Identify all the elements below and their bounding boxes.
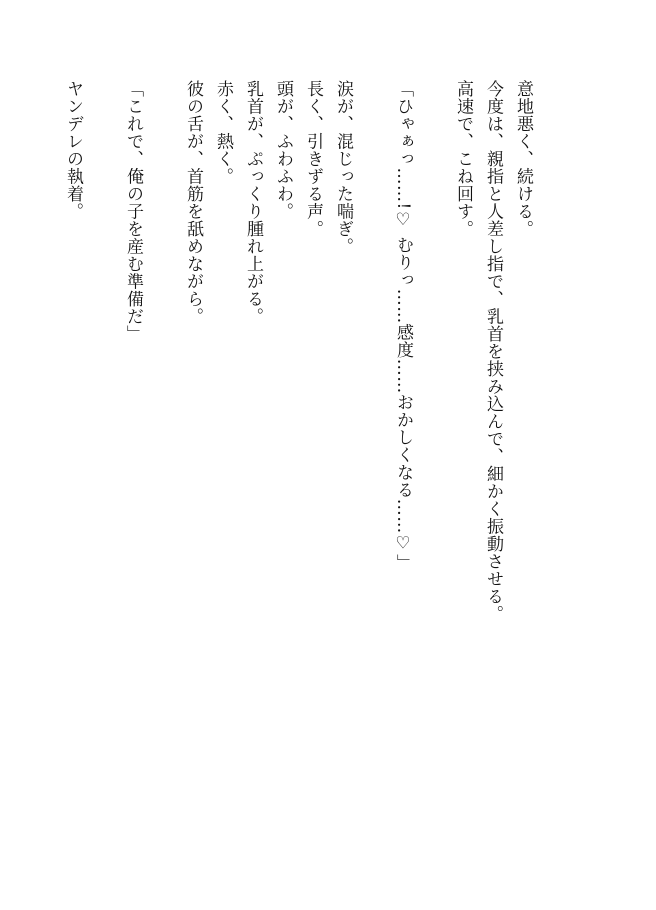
text-line: ヤンデレの執着。 [63,80,83,220]
text-line: 意地悪く、続ける。 [513,80,533,238]
blank-line [358,80,388,680]
dialogue-line: 「ひゃぁっ……!♡ むりっ……感度……おかしくなる……♡」 [393,80,413,572]
text-line: 涙が、混じった喘ぎ。 [333,80,353,255]
text-line: 彼の舌が、首筋を舐めながら。 [183,80,203,325]
blank-line [148,80,178,680]
blank-line [418,80,448,680]
blank-line [88,80,118,680]
text-line: 高速で、こね回す。 [453,80,473,238]
text-line: 長く、引きずる声。 [303,80,323,238]
dialogue-line: 「これで、俺の子を産む準備だ」 [123,80,143,343]
text-line: 頭が、ふわふわ。 [273,80,293,220]
vertical-text-block [58,80,538,680]
text-line: 今度は、親指と人差し指で、乳首を挟み込んで、細かく振動させる。 [483,80,503,623]
text-line: 乳首が、ぷっくり腫れ上がる。 [243,80,263,325]
text-line: 赤く、熱く。 [213,80,233,185]
